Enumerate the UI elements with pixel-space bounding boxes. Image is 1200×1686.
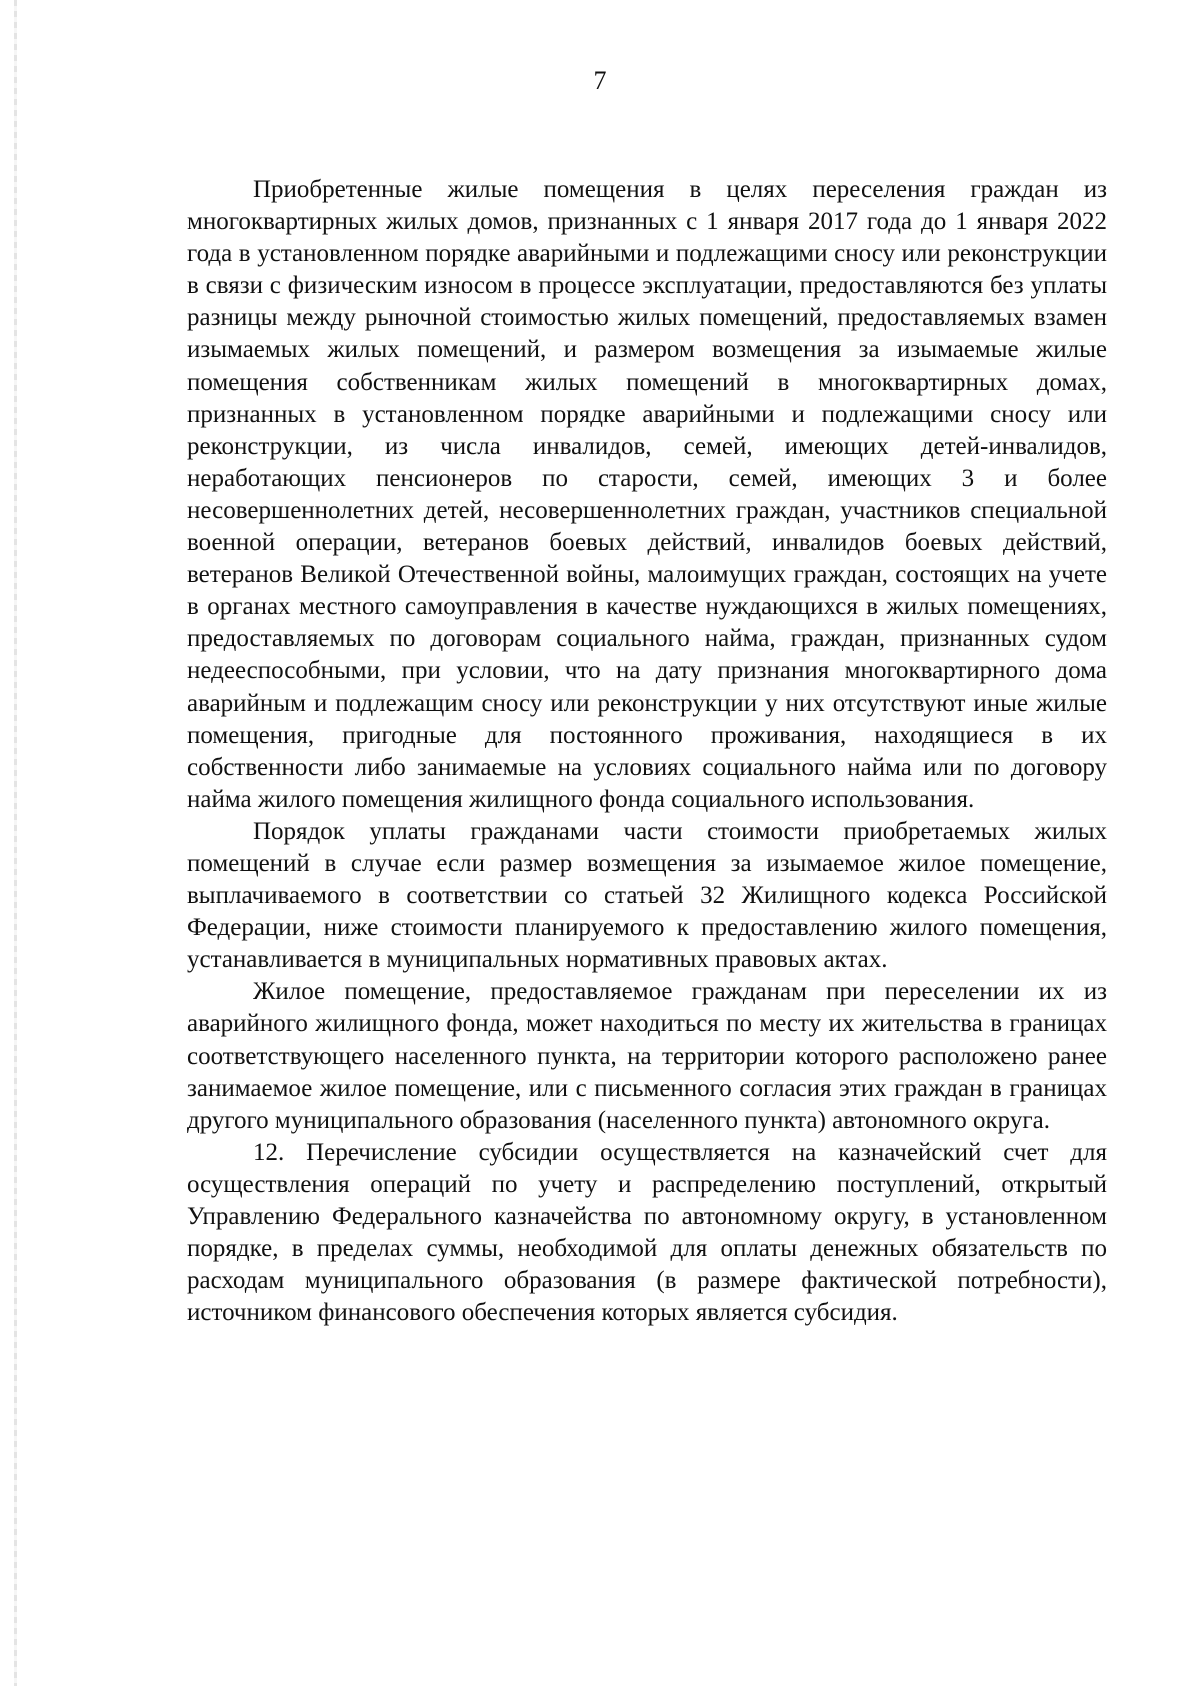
page-number: 7 [593, 66, 607, 95]
body-text [187, 174, 1107, 1329]
paragraph-housing-location: Жилое помещение, предоставляемое гражданам при переселении их из аварийного жилищного фонда, может находиться по месту их жительства в границах соответствующего населенного пункта, на территории которого расположено ранее занимаемое жилое помещение, или с письменного согласия этих граждан в границах другого муниципального образования (населенного пункта) автономного округа. [187, 978, 1107, 1134]
scan-edge-artifact [14, 0, 17, 1686]
paragraph-payment-procedure: Порядок уплаты гражданами части стоимости приобретаемых жилых помещений в случае если размер возмещения за изымаемое жилое помещение, выплачиваемого в соответствии со статьей 32 Жилищного кодекса Российской Федерации, ниже стоимости планируемого к предоставлению жилого помещения, устанавливается в муниципальных нормативных правовых актах. [187, 817, 1107, 974]
paragraph-resettlement-terms: Приобретенные жилые помещения в целях переселения граждан из многоквартирных жилых домов, признанных с 1 января 2017 года до 1 января 2022 года в установленном порядке аварийными и подлежащими сносу или реконструкции в связи с физическим износом в процессе эксплуатации, предоставляются без уплаты разницы между рыночной стоимостью жилых помещений, предоставляемых взамен изымаемых жилых помещений, и размером возмещения за изымаемые жилые помещения собственникам жилых помещений в многоквартирных домах, признанных в установленном порядке аварийными и подлежащими сносу или реконструкции, из числа инвалидов, семей, имеющих детей-инвалидов, неработающих пенсионеров по старости, семей, имеющих 3 и более несовершеннолетних детей, несовершеннолетних граждан, участников специальной военной операции, ветеранов боевых действий, инвалидов боевых действий, ветеранов Великой Отечественной войны, малоимущих граждан, состоящих на учете в органах местного самоуправления в качестве нуждающихся в жилых помещениях, предоставляемых по договорам социального найма, граждан, признанных судом недееспособными, при условии, что на дату признания многоквартирного дома аварийным и подлежащим сносу или реконструкции у них отсутствуют иные жилые помещения, пригодные для постоянного проживания, находящиеся в их собственности либо занимаемые на условиях социального найма или по договору найма жилого помещения жилищного фонда социального использования. [187, 176, 1107, 813]
paragraph-subsidy-transfer: 12. Перечисление субсидии осуществляется на казначейский счет для осуществления операций по учету и распределению поступлений, открытый Управлению Федерального казначейства по автономному округу, в установленном порядке, в пределах суммы, необходимой для оплаты денежных обязательств по расходам муниципального образования (в размере фактической потребности), источником финансового обеспечения которых является субсидия. [187, 1138, 1107, 1327]
